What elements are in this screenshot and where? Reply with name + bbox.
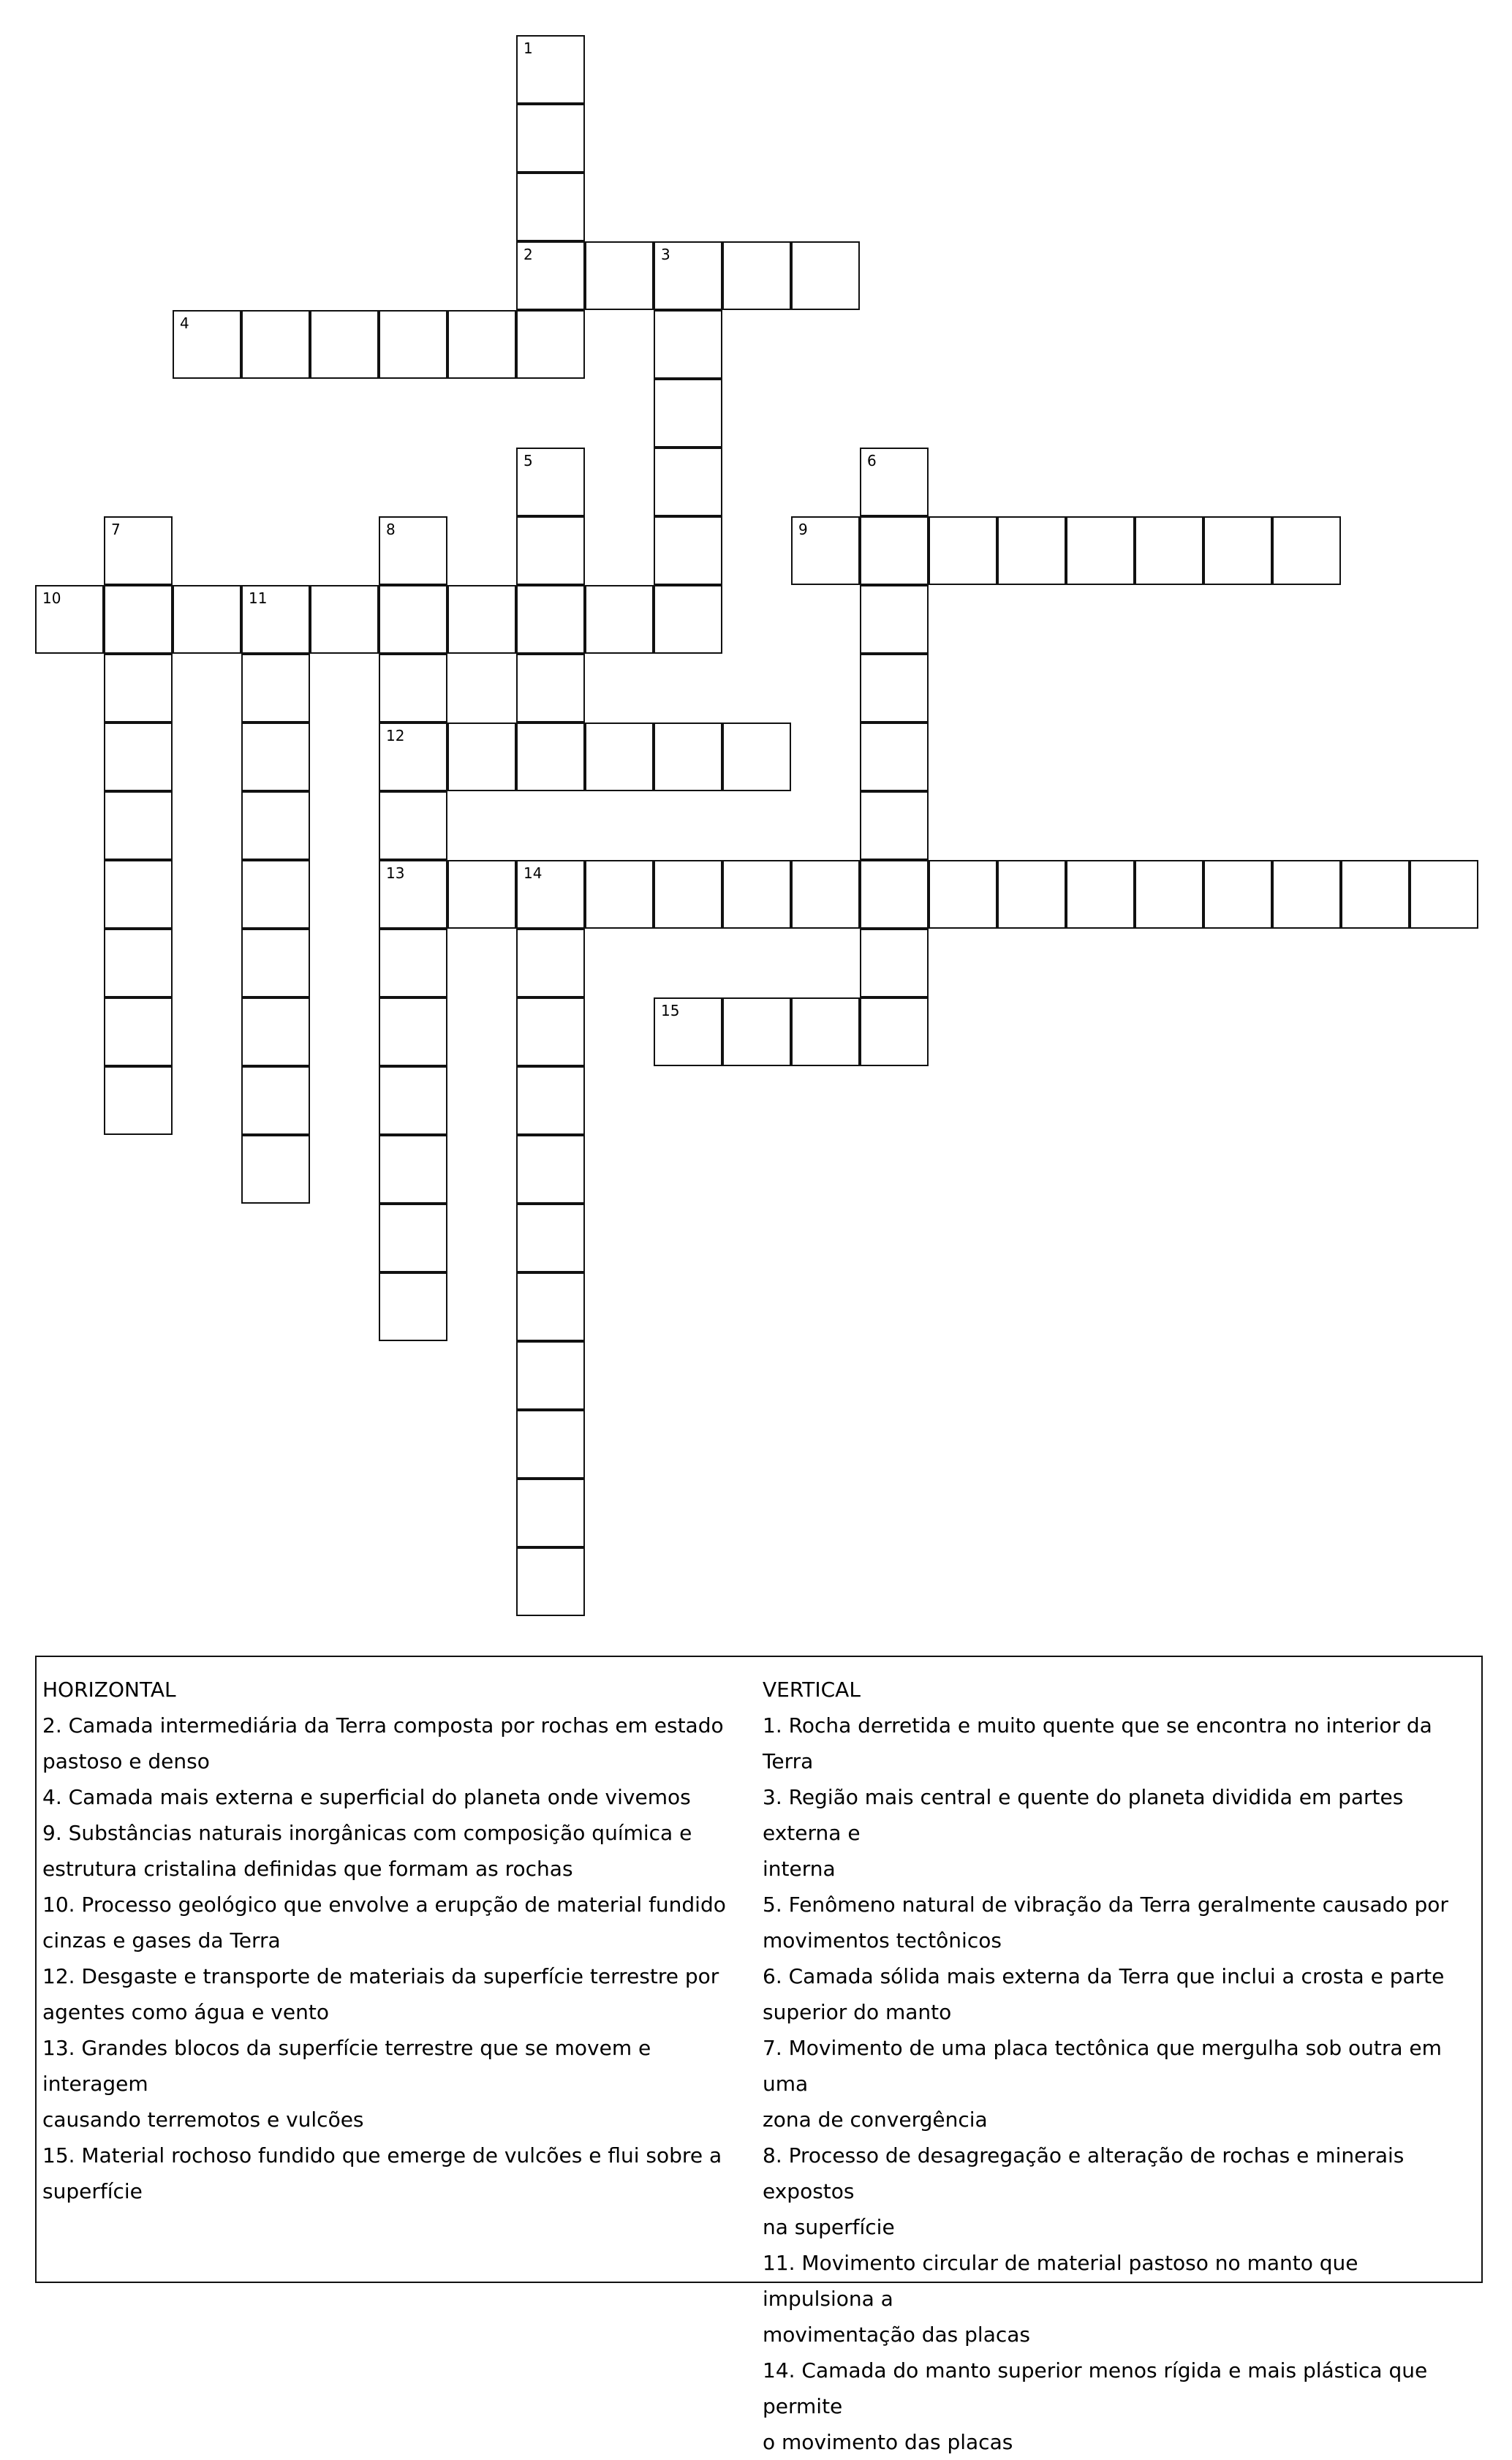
- grid-cell[interactable]: [379, 1066, 447, 1135]
- clue-line: estrutura cristalina definidas que formam as rochas: [42, 1857, 573, 1881]
- grid-cell[interactable]: [791, 997, 860, 1066]
- grid-cell[interactable]: [860, 585, 929, 654]
- clue-line: 4. Camada mais externa e superficial do planeta onde vivemos: [42, 1785, 691, 1809]
- grid-cell[interactable]: [516, 35, 585, 104]
- grid-cell[interactable]: [241, 791, 310, 860]
- grid-cell[interactable]: [447, 722, 516, 791]
- clue-number: 12: [386, 727, 405, 744]
- horizontal-clues: [42, 1672, 737, 2209]
- clue-line: cinzas e gases da Terra: [42, 1928, 281, 1952]
- grid-cell[interactable]: [104, 722, 173, 791]
- clue-number: 8: [386, 521, 396, 538]
- grid-cell[interactable]: [35, 585, 104, 654]
- grid-cell[interactable]: [1272, 860, 1341, 929]
- grid-cell[interactable]: [654, 997, 722, 1066]
- grid-cell[interactable]: [379, 997, 447, 1066]
- grid-cell[interactable]: [310, 310, 379, 379]
- grid-cell[interactable]: [379, 310, 447, 379]
- grid-cell[interactable]: [516, 1410, 585, 1479]
- grid-cell[interactable]: [860, 929, 929, 997]
- clue-line: 12. Desgaste e transporte de materiais da superfície terrestre por: [42, 1964, 719, 1988]
- grid-cell[interactable]: [241, 860, 310, 929]
- grid-cell[interactable]: [516, 1135, 585, 1204]
- grid-cell[interactable]: [241, 654, 310, 722]
- grid-cell[interactable]: [860, 516, 929, 585]
- clue-line: 15. Material rochoso fundido que emerge de vulcões e flui sobre a: [42, 2143, 722, 2167]
- grid-cell[interactable]: [516, 241, 585, 310]
- grid-cell[interactable]: [654, 585, 722, 654]
- vertical-clue-list: [763, 1708, 1475, 2460]
- grid-cell[interactable]: [379, 791, 447, 860]
- grid-cell[interactable]: [447, 310, 516, 379]
- grid-cell[interactable]: [654, 448, 722, 516]
- clue-line: 2. Camada intermediária da Terra composta por rochas em estado: [42, 1713, 724, 1738]
- grid-cell[interactable]: [516, 860, 585, 929]
- grid-cell[interactable]: [104, 585, 173, 654]
- clue-line: 1. Rocha derretida e muito quente que se encontra no interior da Terra: [763, 1713, 1432, 1773]
- clue-line: pastoso e denso: [42, 1749, 210, 1773]
- grid-cell[interactable]: [241, 310, 310, 379]
- grid-cell[interactable]: [241, 997, 310, 1066]
- grid-cell[interactable]: [1203, 860, 1272, 929]
- grid-cell[interactable]: [722, 860, 791, 929]
- grid-cell[interactable]: [1203, 516, 1272, 585]
- grid-cell[interactable]: [104, 997, 173, 1066]
- clue-number: 6: [867, 452, 877, 469]
- grid-cell[interactable]: [104, 860, 173, 929]
- clue-line: superior do manto: [763, 2000, 952, 2024]
- grid-cell[interactable]: [241, 722, 310, 791]
- grid-cell[interactable]: [1341, 860, 1410, 929]
- clue-line: o movimento das placas: [763, 2430, 1013, 2454]
- grid-cell[interactable]: [516, 1341, 585, 1410]
- grid-cell[interactable]: [654, 722, 722, 791]
- grid-cell[interactable]: [447, 585, 516, 654]
- clue-line: movimentos tectônicos: [763, 1928, 1002, 1952]
- clue-line: 11. Movimento circular de material pastoso no manto que impulsiona a: [763, 2251, 1358, 2311]
- grid-cell[interactable]: [379, 1272, 447, 1341]
- grid-cell[interactable]: [654, 860, 722, 929]
- clue-number: 4: [180, 314, 189, 332]
- grid-cell[interactable]: [791, 241, 860, 310]
- grid-cell[interactable]: [654, 241, 722, 310]
- grid-cell[interactable]: [516, 997, 585, 1066]
- clue-number: 5: [523, 452, 533, 469]
- grid-cell[interactable]: [379, 860, 447, 929]
- clue-line: interna: [763, 1857, 836, 1881]
- grid-cell[interactable]: [241, 929, 310, 997]
- grid-cell[interactable]: [791, 860, 860, 929]
- grid-cell[interactable]: [1135, 516, 1203, 585]
- clue-number: 11: [249, 589, 268, 607]
- grid-cell[interactable]: [585, 722, 654, 791]
- grid-cell[interactable]: [860, 722, 929, 791]
- grid-cell[interactable]: [516, 1204, 585, 1272]
- grid-cell[interactable]: [1410, 860, 1478, 929]
- grid-cell[interactable]: [1272, 516, 1341, 585]
- grid-cell[interactable]: [585, 860, 654, 929]
- grid-cell[interactable]: [929, 516, 997, 585]
- grid-cell[interactable]: [860, 997, 929, 1066]
- grid-cell[interactable]: [241, 585, 310, 654]
- clue-line: 6. Camada sólida mais externa da Terra que inclui a crosta e parte: [763, 1964, 1445, 1988]
- grid-cell[interactable]: [791, 516, 860, 585]
- grid-cell[interactable]: [516, 654, 585, 722]
- clue-line: agentes como água e vento: [42, 2000, 329, 2024]
- grid-cell[interactable]: [860, 791, 929, 860]
- grid-cell[interactable]: [310, 585, 379, 654]
- clue-number: 3: [661, 246, 670, 263]
- grid-cell[interactable]: [241, 1066, 310, 1135]
- grid-cell[interactable]: [722, 241, 791, 310]
- vertical-title: VERTICAL: [763, 1678, 861, 1702]
- grid-cell[interactable]: [379, 1204, 447, 1272]
- grid-cell[interactable]: [929, 860, 997, 929]
- grid-cell[interactable]: [173, 585, 241, 654]
- clue-line: 9. Substâncias naturais inorgânicas com composição química e: [42, 1821, 692, 1845]
- grid-cell[interactable]: [516, 722, 585, 791]
- horizontal-clue-list: [42, 1708, 737, 2209]
- grid-cell[interactable]: [516, 448, 585, 516]
- grid-cell[interactable]: [516, 1272, 585, 1341]
- grid-cell[interactable]: [585, 585, 654, 654]
- grid-cell[interactable]: [379, 516, 447, 585]
- grid-cell[interactable]: [860, 448, 929, 516]
- clue-number: 1: [523, 39, 533, 57]
- grid-cell[interactable]: [379, 654, 447, 722]
- clue-line: 5. Fenômeno natural de vibração da Terra geralmente causado por: [763, 1893, 1448, 1917]
- grid-cell[interactable]: [104, 929, 173, 997]
- grid-cell[interactable]: [722, 997, 791, 1066]
- grid-cell[interactable]: [379, 1135, 447, 1204]
- clue-line: zona de convergência: [763, 2108, 988, 2132]
- grid-cell[interactable]: [997, 860, 1066, 929]
- grid-cell[interactable]: [516, 1479, 585, 1547]
- grid-cell[interactable]: [585, 241, 654, 310]
- grid-cell[interactable]: [654, 516, 722, 585]
- clue-line: 7. Movimento de uma placa tectônica que mergulha sob outra em uma: [763, 2036, 1442, 2096]
- clue-number: 9: [798, 521, 808, 538]
- grid-cell[interactable]: [1135, 860, 1203, 929]
- grid-cell[interactable]: [516, 585, 585, 654]
- grid-cell[interactable]: [516, 516, 585, 585]
- grid-cell[interactable]: [516, 929, 585, 997]
- clue-line: 13. Grandes blocos da superfície terrestre que se movem e interagem: [42, 2036, 651, 2096]
- grid-cell[interactable]: [379, 585, 447, 654]
- grid-cell[interactable]: [1066, 516, 1135, 585]
- clue-line: 8. Processo de desagregação e alteração de rochas e minerais expostos: [763, 2143, 1405, 2203]
- clues-box: [35, 1656, 1483, 2454]
- clue-number: 7: [111, 521, 121, 538]
- clue-number: 14: [523, 864, 543, 882]
- grid-cell[interactable]: [104, 654, 173, 722]
- grid-cell[interactable]: [241, 1135, 310, 1204]
- vertical-clues: [763, 1672, 1475, 2460]
- grid-cell[interactable]: [516, 1547, 585, 1616]
- grid-cell[interactable]: [516, 173, 585, 241]
- grid-cell[interactable]: [447, 860, 516, 929]
- clue-line: 14. Camada do manto superior menos rígida e mais plástica que permite: [763, 2358, 1428, 2418]
- grid-cell[interactable]: [722, 722, 791, 791]
- grid-cell[interactable]: [104, 791, 173, 860]
- grid-cell[interactable]: [654, 310, 722, 379]
- grid-cell[interactable]: [516, 104, 585, 173]
- grid-cell[interactable]: [516, 1066, 585, 1135]
- clue-number: 15: [661, 1002, 680, 1019]
- grid-cell[interactable]: [860, 860, 929, 929]
- grid-cell[interactable]: [997, 516, 1066, 585]
- grid-cell[interactable]: [516, 310, 585, 379]
- clue-number: 2: [523, 246, 533, 263]
- clue-line: causando terremotos e vulcões: [42, 2108, 364, 2132]
- clue-line: superfície: [42, 2179, 143, 2203]
- clue-line: 10. Processo geológico que envolve a erupção de material fundido: [42, 1893, 726, 1917]
- grid-cell[interactable]: [379, 722, 447, 791]
- grid-cell[interactable]: [654, 379, 722, 448]
- clue-number: 13: [386, 864, 405, 882]
- clue-line: movimentação das placas: [763, 2323, 1030, 2347]
- grid-cell[interactable]: [173, 310, 241, 379]
- grid-cell[interactable]: [1066, 860, 1135, 929]
- clue-line: na superfície: [763, 2215, 895, 2239]
- horizontal-title: HORIZONTAL: [42, 1678, 176, 1702]
- grid-cell[interactable]: [104, 1066, 173, 1135]
- grid-cell[interactable]: [860, 654, 929, 722]
- grid-cell[interactable]: [104, 516, 173, 585]
- clue-number: 10: [42, 589, 61, 607]
- clue-line: 3. Região mais central e quente do planeta dividida em partes externa e: [763, 1785, 1404, 1845]
- grid-cell[interactable]: [379, 929, 447, 997]
